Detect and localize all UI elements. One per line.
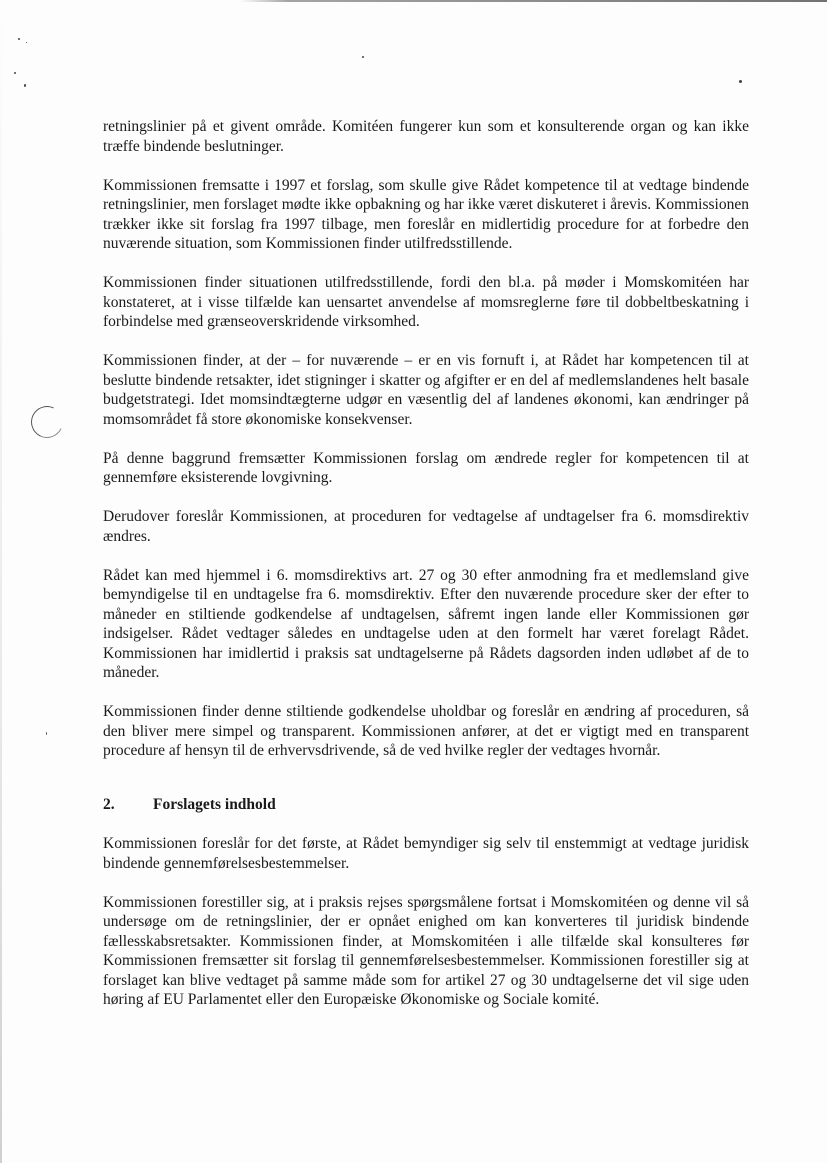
body-paragraph: Kommissionen fremsatte i 1997 et forslag, som skulle give Rådet kompetence til at vedtage bindende retningslinier, men forslaget mødte ikke opbakning og har ikke været diskuteret i årevis. Kommissionen trækker ikke sit forslag fra 1997 tilbage, men foreslår en midlertidig procedure for at forbedre den nuværende situation, som Kommissionen finder utilfredsstillende.	[103, 176, 749, 252]
scan-speck	[24, 84, 26, 87]
body-paragraph: Kommissionen forestiller sig, at i praksis rejses spørgsmålene fortsat i Momskomitéen og denne vil så undersøge om de retningslinier, der er opnået enighed om kan konverteres til juridisk bindende fællesskabsretsakter. Kommissionen finder, at Momskomitéen i alle tilfælde skal konsulteres før Kommissionen fremsætter sit forslag til gennemførelsesbestemmelser. Kommissionen forestiller sig at forslaget kan blive vedtaget på samme måde som for artikel 27 og 30 undtagelserne det vil sige uden høring af EU Parlamentet eller den Europæiske Økonomiske og Sociale komité.	[103, 893, 749, 1008]
scan-speck	[362, 56, 364, 58]
scan-speck	[14, 72, 16, 74]
body-paragraph: Derudover foreslår Kommissionen, at proceduren for vedtagelse af undtagelser fra 6. momsdirektiv ændres.	[103, 508, 749, 545]
section-heading	[103, 795, 749, 815]
body-paragraph: På denne baggrund fremsætter Kommissionen forslag om ændrede regler for kompetencen til at gennemføre eksisterende lovgivning.	[103, 449, 749, 486]
document-body	[103, 117, 749, 1029]
scan-top-rule	[240, 0, 827, 2]
body-paragraph: Kommissionen finder situationen utilfredsstillende, fordi den bl.a. på møder i Momskomitéen har konstateret, at i visse tilfælde kan uensartet anvendelse af momsreglerne føre til dobbeltbeskatning i forbindelse med grænseoverskridende virksomhed.	[103, 274, 749, 330]
section-number: 2.	[103, 795, 115, 813]
scan-speck	[46, 732, 47, 735]
section-title: Forslagets indhold	[153, 795, 276, 813]
punch-hole-mark	[26, 401, 67, 442]
body-paragraph: retningslinier på et givent område. Komitéen fungerer kun som et konsulterende organ og kan ikke træffe bindende beslutninger.	[103, 118, 749, 155]
body-paragraph: Kommissionen finder, at der – for nuværende – er en vis fornuft i, at Rådet har kompetencen til at beslutte bindende retsakter, idet stigninger i skatter og afgifter er en del af medlemslandenes helt basale budgetstrategi. Idet momsindtægterne udgør en væsentlig del af landenes økonomi, kan ændringer på momsområdet få store økonomiske konsekvenser.	[103, 352, 749, 428]
body-paragraph: Kommissionen foreslår for det første, at Rådet bemyndiger sig selv til enstemmigt at vedtage juridisk bindende gennemførelsesbestemmelser.	[103, 835, 749, 872]
body-paragraph: Kommissionen finder denne stiltiende godkendelse uholdbar og foreslår en ændring af proceduren, så den bliver mere simpel og transparent. Kommissionen anfører, at det er vigtigt med en transparent procedure af hensyn til de erhvervsdrivende, så de ved hvilke regler der vedtages hvornår.	[103, 703, 749, 759]
scan-speck	[26, 42, 27, 43]
scan-speck	[18, 38, 20, 40]
scan-left-edge	[0, 0, 2, 1163]
body-paragraph: Rådet kan med hjemmel i 6. momsdirektivs art. 27 og 30 efter anmodning fra et medlemsland give bemyndigelse til en undtagelse fra 6. momsdirektiv. Efter den nuværende procedure sker der efter to måneder en stiltiende godkendelse af undtagelsen, såfremt ingen lande eller Kommissionen gør indsigelser. Rådet vedtager således en undtagelse uden at den formelt har været forelagt Rådet. Kommissionen har imidlertid i praksis sat undtagelserne på Rådets dagsorden inden udløbet af de to måneder.	[103, 566, 749, 681]
scan-speck	[739, 80, 742, 83]
